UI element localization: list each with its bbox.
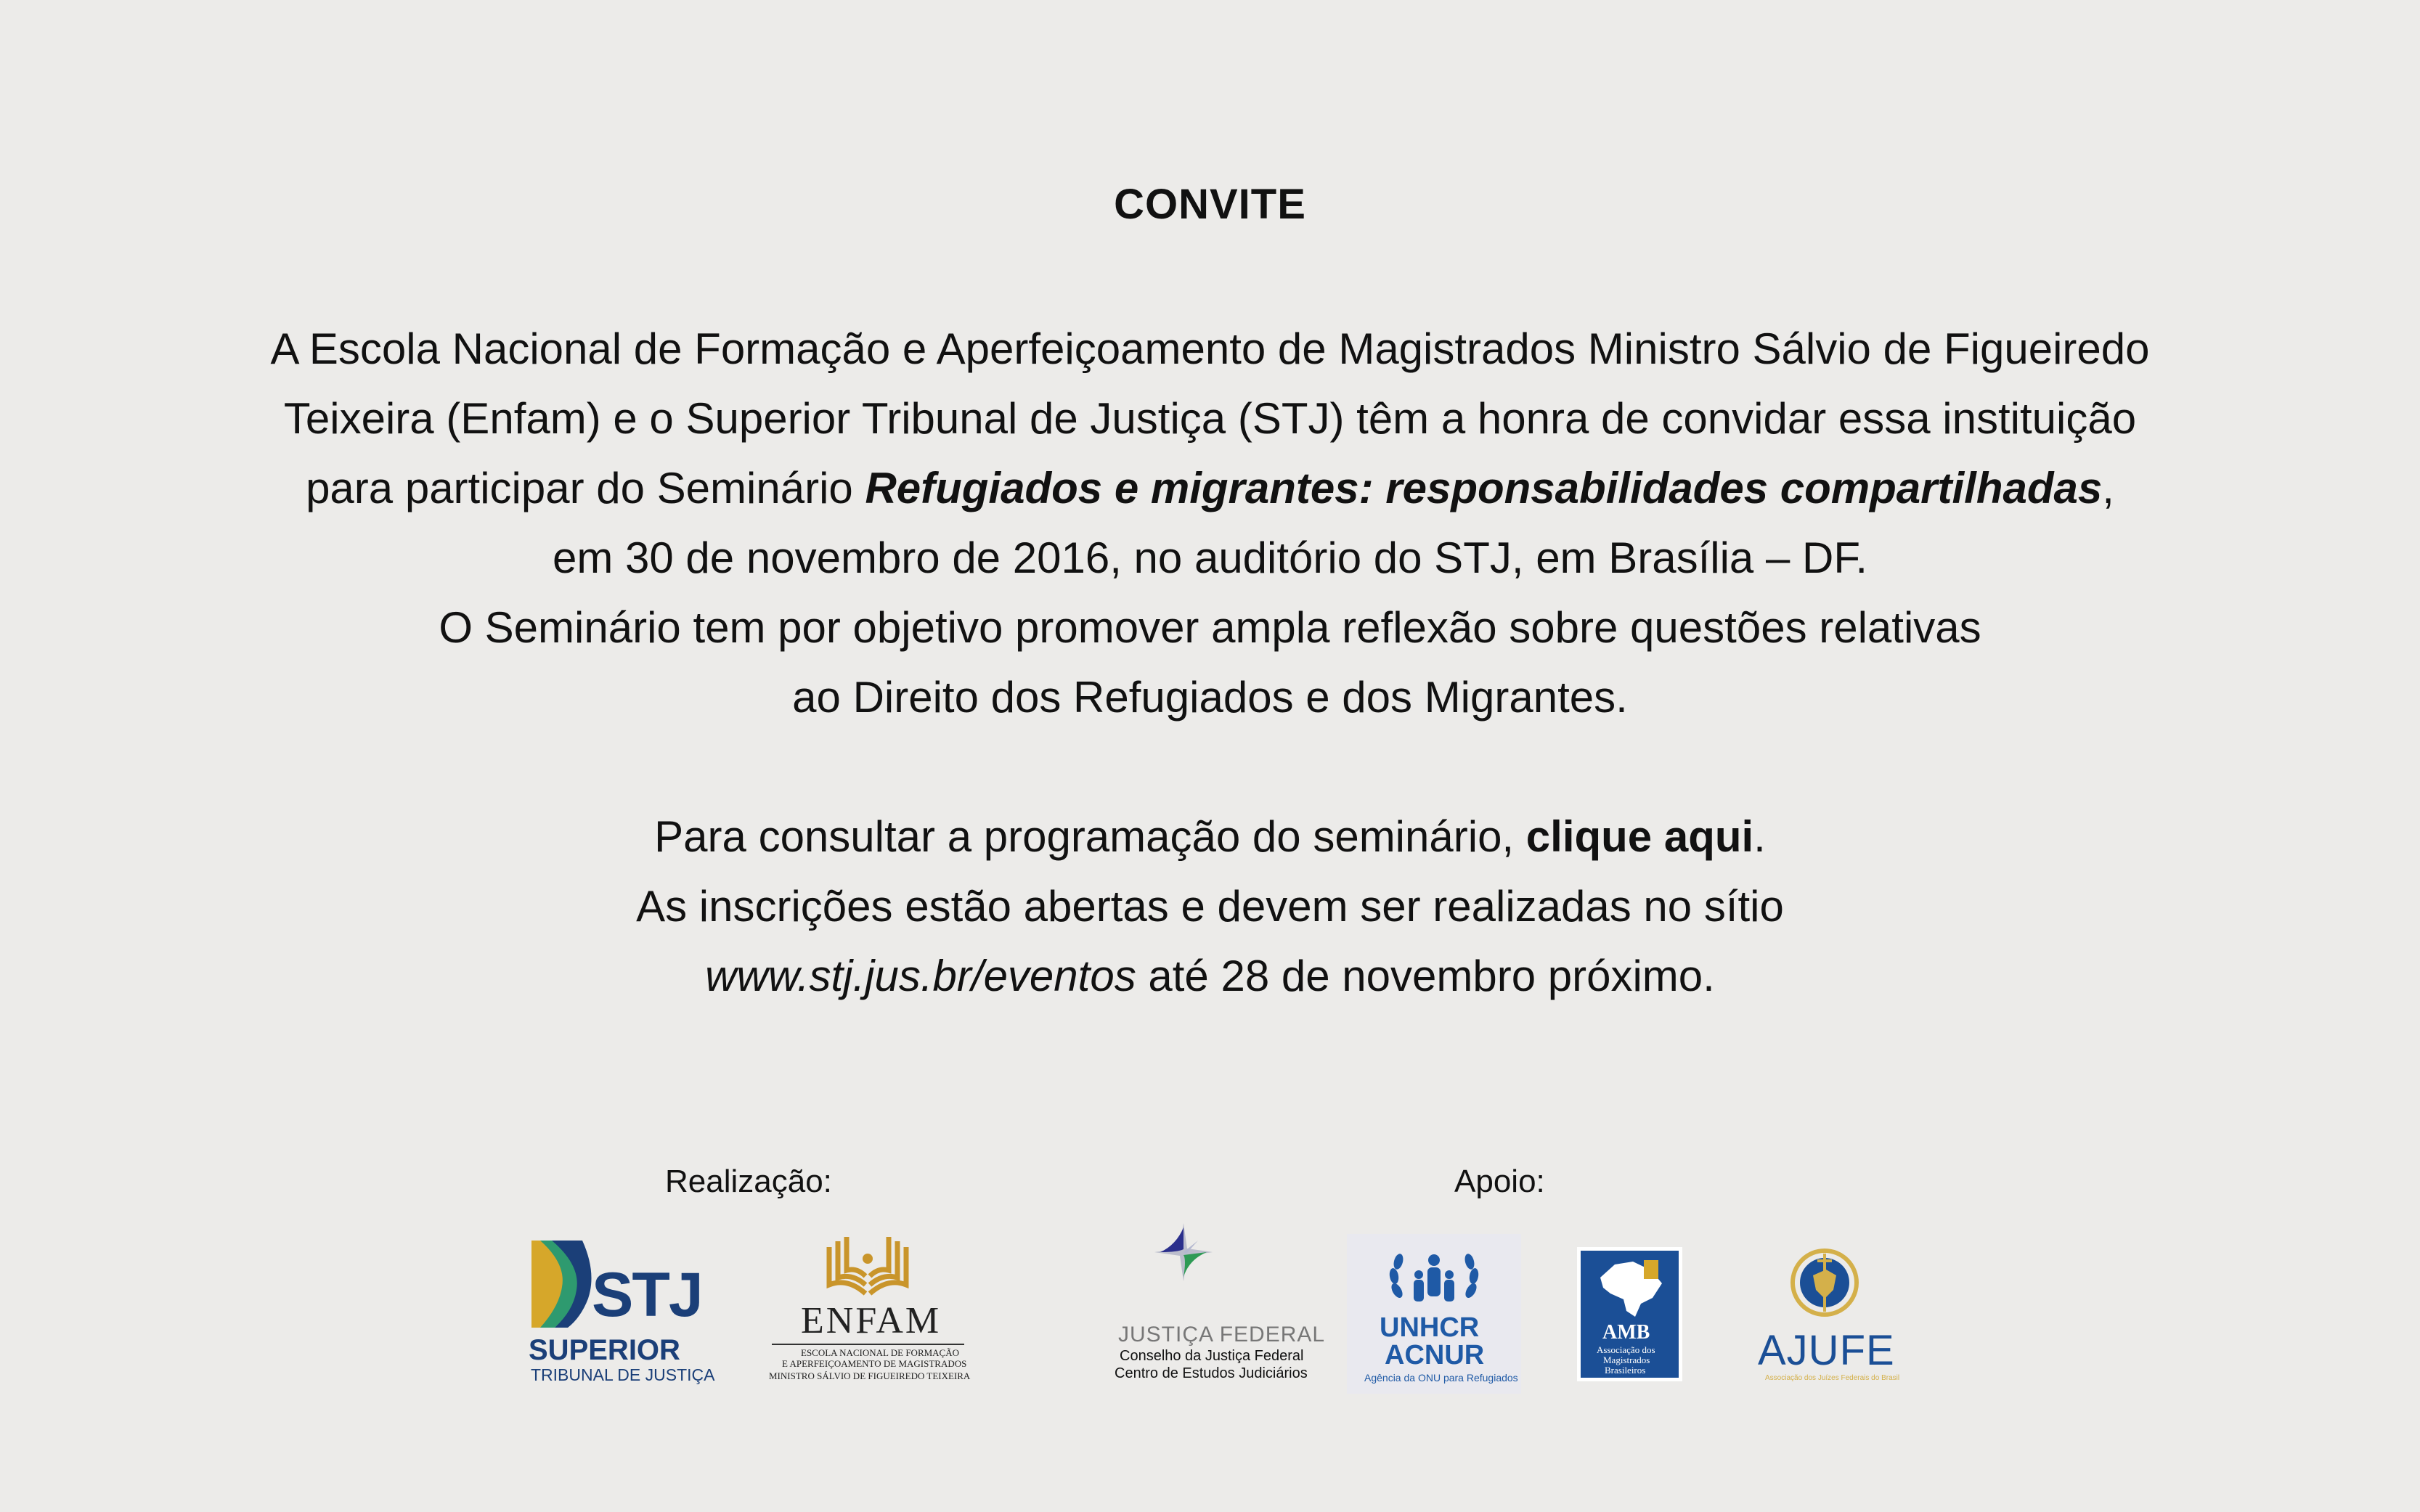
- info-line-2: As inscrições estão abertas e devem ser realizadas no sítio: [636, 882, 1784, 931]
- globe-sword-icon: [1788, 1245, 1861, 1325]
- stj-logo: [526, 1238, 715, 1384]
- unhcr-name: UNHCR: [1380, 1312, 1480, 1343]
- intro-line-2: Teixeira (Enfam) e o Superior Tribunal de Justiça (STJ) têm a honra de convidar essa instituição: [283, 394, 2137, 443]
- enfam-logo: [766, 1234, 969, 1386]
- cjf-line-1: Conselho da Justiça Federal: [1120, 1348, 1304, 1364]
- enfam-line-3: MINISTRO SÁLVIO DE FIGUEIREDO TEIXEIRA: [769, 1370, 971, 1381]
- info-line-1: [0, 802, 2420, 872]
- stj-logo-icon: [530, 1238, 595, 1331]
- seminar-title: Refugiados e migrantes: responsabilidades compartilhadas: [865, 464, 2103, 512]
- laurel-family-icon: [1387, 1247, 1481, 1312]
- cjf-logo: [1111, 1223, 1326, 1386]
- realizacao-label: Realização:: [665, 1164, 832, 1199]
- enfam-line-1: ESCOLA NACIONAL DE FORMAÇÃO: [801, 1347, 960, 1358]
- info-line-1-suffix: .: [1753, 812, 1766, 861]
- enfam-divider: [772, 1344, 964, 1345]
- amb-name: AMB: [1602, 1321, 1650, 1344]
- enfam-line-2: E APERFEIÇOAMENTO DE MAGISTRADOS: [782, 1358, 967, 1369]
- stj-line-1: SUPERIOR: [529, 1334, 680, 1366]
- invitation-title: CONVITE: [1114, 181, 1306, 228]
- cjf-name: JUSTIÇA FEDERAL: [1118, 1323, 1326, 1347]
- amb-logo: [1577, 1247, 1682, 1381]
- intro-line-3-prefix: para participar do Seminário: [306, 464, 865, 512]
- unhcr-logo: [1347, 1234, 1521, 1394]
- info-line-1-prefix: Para consultar a programação do seminário,: [654, 812, 1526, 861]
- registration-url: www.stj.jus.br/eventos: [705, 952, 1136, 1000]
- open-book-icon: [822, 1234, 913, 1301]
- intro-line-3: [0, 454, 2420, 523]
- ajufe-tagline: Associação dos Juízes Federais do Brasil: [1765, 1374, 1900, 1382]
- cjf-star-icon: [1154, 1223, 1213, 1281]
- program-link[interactable]: clique aqui: [1525, 812, 1754, 861]
- intro-line-1: A Escola Nacional de Formação e Aperfeiçoamento de Magistrados Ministro Sálvio de Figueiredo: [270, 324, 2150, 373]
- intro-paragraph: [0, 314, 2420, 732]
- enfam-name: ENFAM: [801, 1300, 942, 1341]
- brazil-map-icon: [1593, 1256, 1666, 1321]
- cjf-line-2: Centro de Estudos Judiciários: [1115, 1365, 1308, 1381]
- info-line-3: [0, 941, 2420, 1011]
- intro-line-5: O Seminário tem por objetivo promover ampla reflexão sobre questões relativas: [439, 603, 1981, 652]
- stj-line-2: TRIBUNAL DE JUSTIÇA: [531, 1365, 715, 1384]
- apoio-label: Apoio:: [1454, 1164, 1545, 1199]
- ajufe-logo: [1753, 1245, 1899, 1386]
- unhcr-tagline: Agência da ONU para Refugiados: [1364, 1372, 1518, 1384]
- ajufe-name: AJUFE: [1758, 1327, 1895, 1374]
- amb-line-1: Associação dos: [1597, 1344, 1655, 1355]
- stj-abbr: STJ: [592, 1260, 702, 1330]
- amb-line-3: Brasileiros: [1605, 1365, 1646, 1376]
- amb-line-2: Magistrados: [1603, 1354, 1650, 1365]
- intro-line-6: ao Direito dos Refugiados e dos Migrantes.: [792, 673, 1628, 722]
- intro-line-3-suffix: ,: [2102, 464, 2114, 512]
- info-line-3-suffix: até 28 de novembro próximo.: [1136, 952, 1715, 1000]
- intro-line-4: em 30 de novembro de 2016, no auditório do STJ, em Brasília – DF.: [553, 534, 1867, 582]
- info-paragraph: [0, 802, 2420, 1011]
- acnur-name: ACNUR: [1385, 1340, 1485, 1370]
